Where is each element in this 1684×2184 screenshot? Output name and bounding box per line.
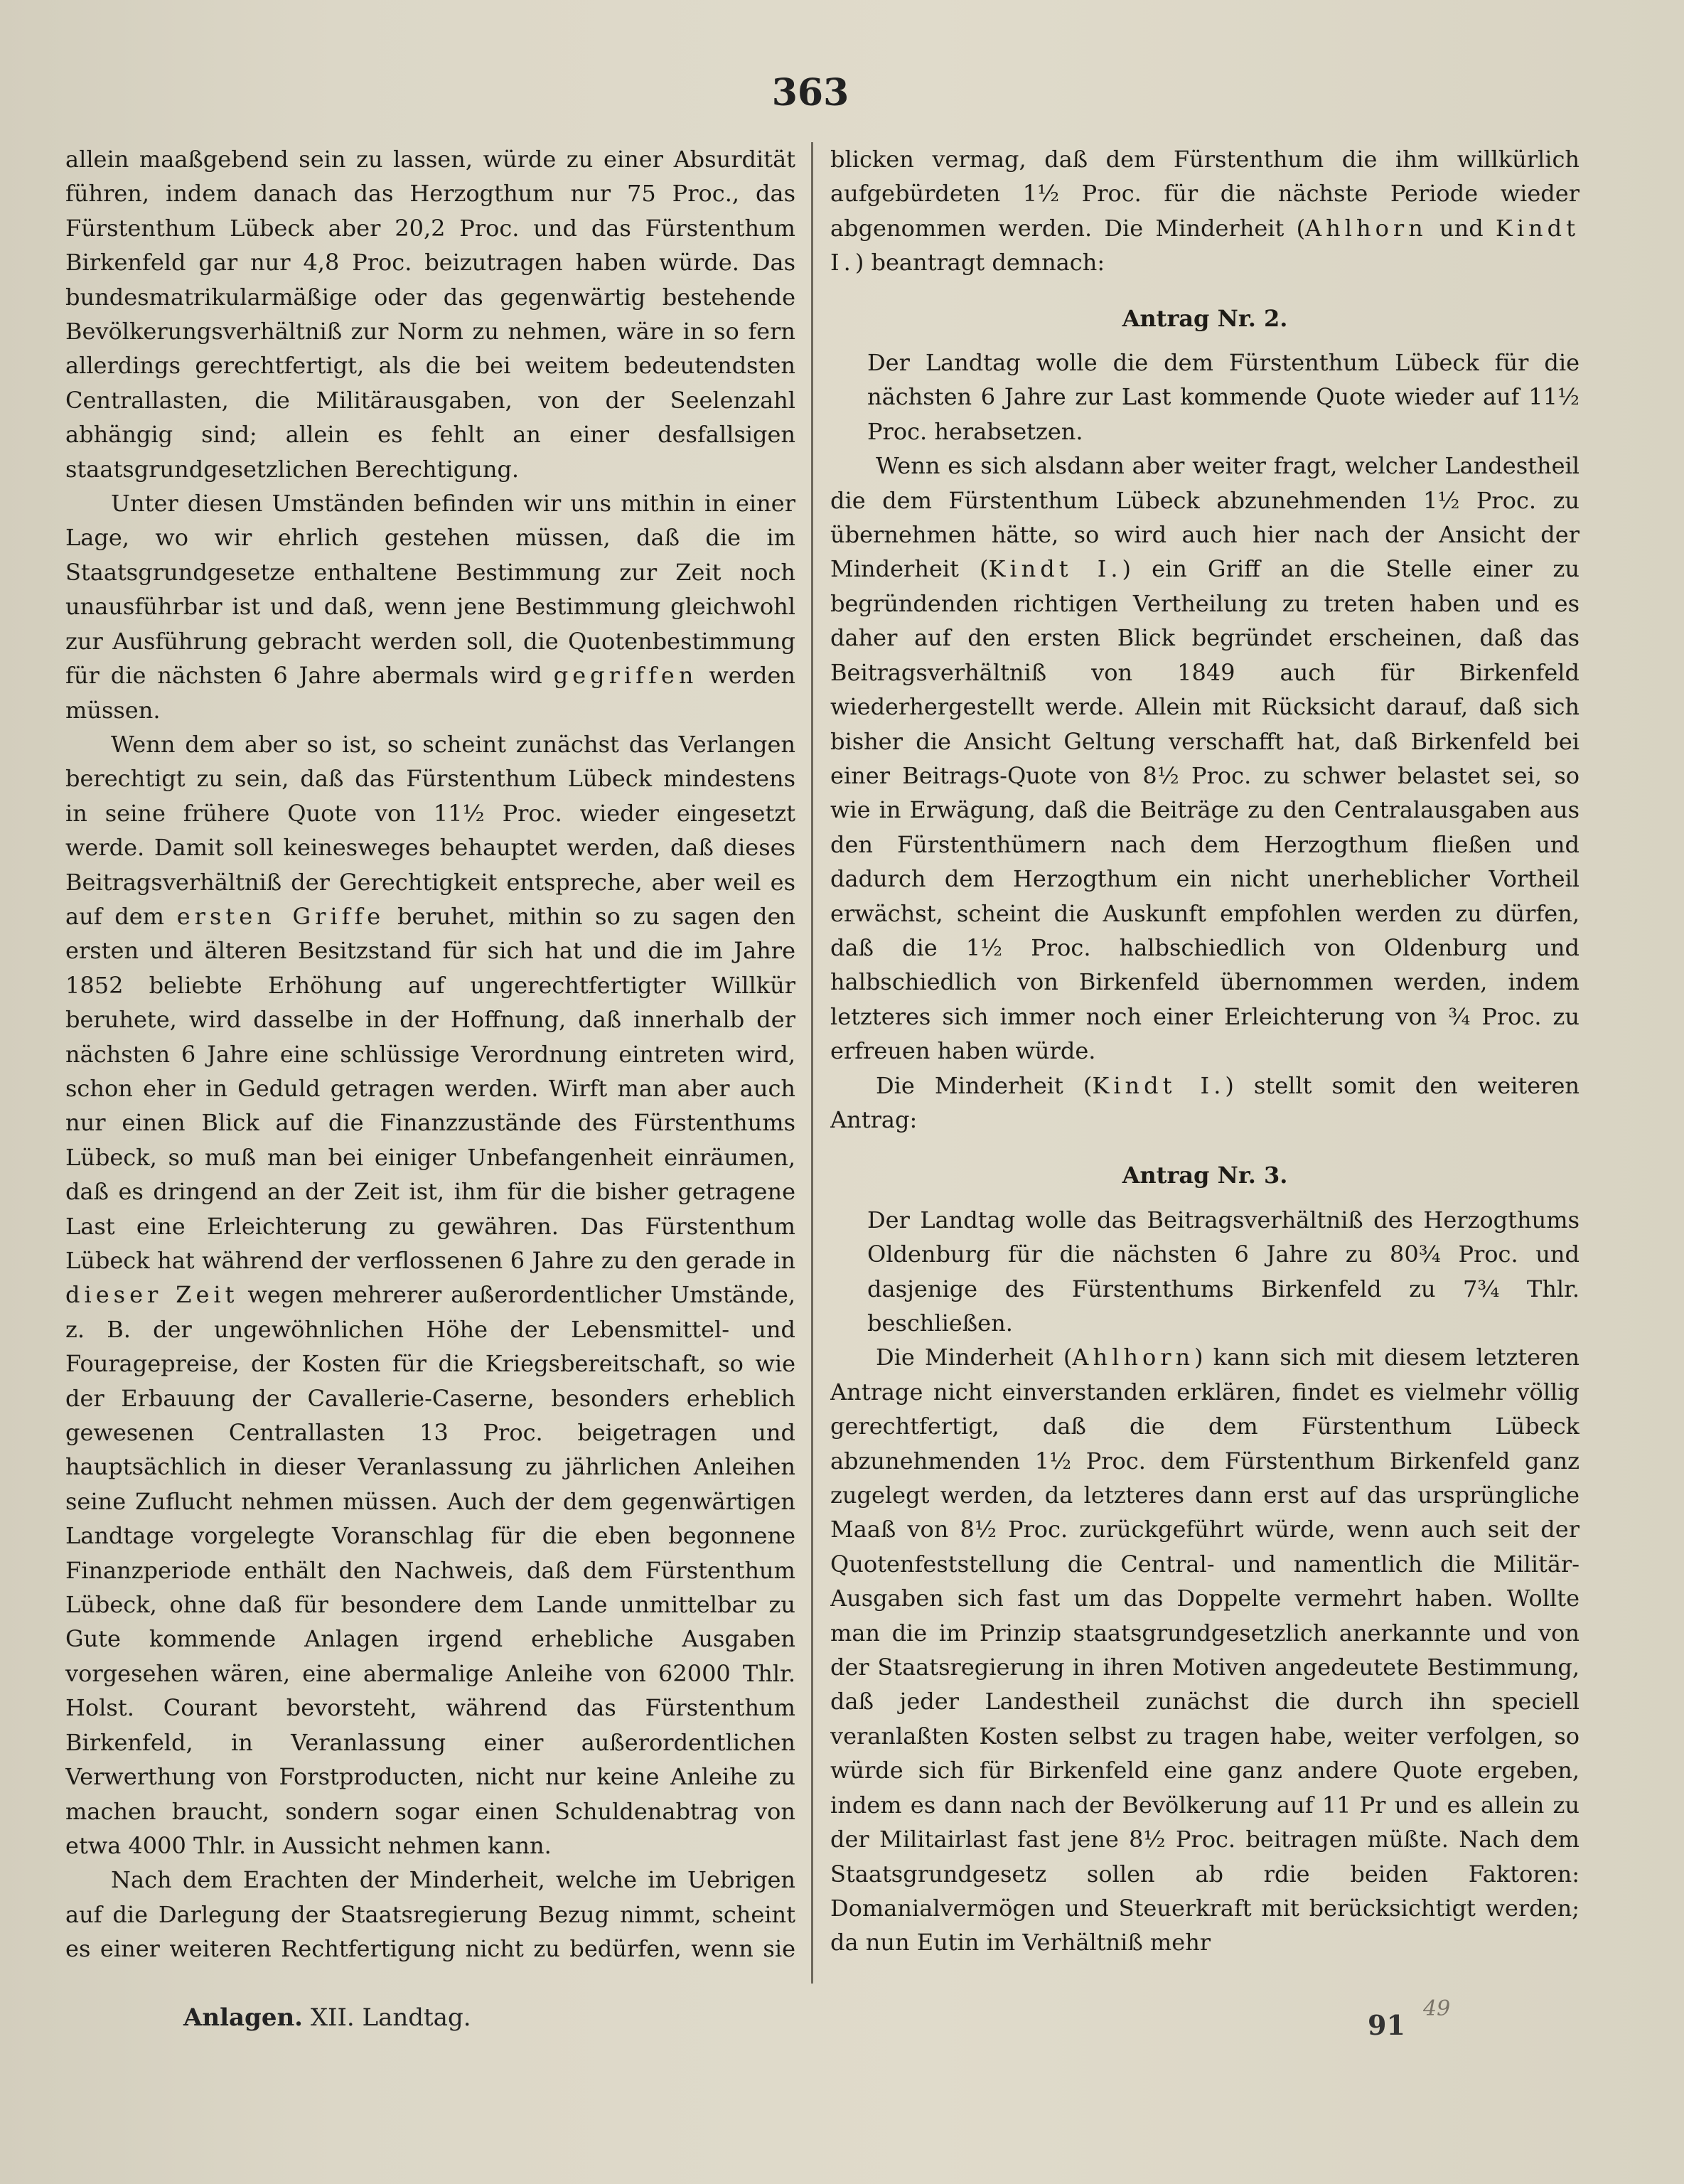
- paragraph: Die Minderheit (Kindt I.) stellt somit den weiteren Antrag:: [830, 1071, 1580, 1133]
- paragraph: Unter diesen Umständen befinden wir uns mithin in einer Lage, wo wir ehrlich gestehen müssen, daß die im Staatsgrundgesetze enthaltene Bestimmung zur Zeit noch unausführbar ist und daß, wenn jene Bestimmung gleichwohl zur Ausführung gebracht werden soll, die Quotenbestimmung für die nächsten 6 Jahre abermals wird gegriffen werden müssen.: [65, 490, 795, 724]
- motion-heading: Antrag Nr. 2.: [1122, 304, 1288, 332]
- signature-number: 91: [1368, 2009, 1405, 2041]
- spaced-emphasis: dieser Zeit: [65, 1281, 239, 1309]
- signature-line: Anlagen. XII. Landtag.: [183, 2003, 471, 2032]
- spaced-emphasis: ersten Griffe: [176, 902, 385, 930]
- right-column: [830, 142, 1580, 1962]
- motion-text: Der Landtag wolle das Beitragsverhältniß des Herzogthums Oldenburg für die nächsten 6 Jahre zu 80¾ Proc. und dasjenige des Fürstenthums Birkenfeld zu 7¾ Thlr. beschließen.: [867, 1206, 1580, 1337]
- pencil-annotation: 49: [1423, 1996, 1451, 2021]
- spaced-emphasis: gegriffen: [553, 662, 698, 690]
- motion-heading: Antrag Nr. 3.: [1122, 1162, 1288, 1189]
- paragraph: allein maaßgebend sein zu lassen, würde zu einer Absurdität führen, indem danach das Herzogthum nur 75 Proc., das Fürstenthum Lübeck aber 20,2 Proc. und das Fürstenthum Birkenfeld gar nur 4,8 Proc. beizutragen haben würde. Das bundesmatrikularmäßige oder das gegenwärtig bestehende Bevölkerungsverhältniß zur Norm zu nehmen, wäre in so fern allerdings gerechtfertigt, als die bei weitem bedeutendsten Centrallasten, die Militärausgaben, von der Seelenzahl abhängig sind; allein es fehlt an einer desfallsigen staatsgrundgesetzlichen Berechtigung.: [65, 146, 795, 483]
- paragraph: Nach dem Erachten der Minderheit, welche im Uebrigen auf die Darlegung der Staatsregierung Bezug nimmt, scheint es einer weiteren Rechtfertigung nicht zu bedürfen, wenn sie: [65, 1866, 795, 1962]
- column-divider: [811, 142, 813, 1984]
- paragraph: blicken vermag, daß dem Fürstenthum die ihm willkürlich aufgebürdeten 1½ Proc. für die nächste Periode wieder abgenommen werden. Die Minderheit (Ahlhorn und Kindt I.) beantragt demnach:: [830, 146, 1580, 277]
- paragraph: Die Minderheit (Ahlhorn) kann sich mit diesem letzteren Antrage nicht einverstanden erklären, findet es vielmehr völlig gerechtfertigt, daß die dem Fürstenthum Lübeck abzunehmenden 1½ Proc. dem Fürstenthum Birkenfeld ganz zugelegt werden, da letzteres dann erst auf das ursprüngliche Maaß von 8½ Proc. zurückgeführt würde, wenn auch seit der Quotenfeststellung die Central- und namentlich die Militär-Ausgaben sich fast um das Doppelte vermehrt haben. Wollte man die im Prinzip staatsgrundgesetzlich anerkannte und von der Staatsregierung in ihren Motiven angedeutete Bestimmung, daß jeder Landestheil zunächst die durch ihn speciell veranlaßten Kosten selbst zu tragen habe, weiter verfolgen, so würde sich für Birkenfeld eine ganz andere Quote ergeben, indem es dann nach der Bevölkerung auf 11 Pr und es allein zu der Militairlast fast jene 8½ Proc. beitragen müßte. Nach dem Staatsgrundgesetz sollen ab rdie beiden Faktoren: Domanialvermögen und Steuerkraft mit berücksichtigt werden; da nun Eutin im Verhältniß mehr: [830, 1344, 1580, 1956]
- motion-text: Der Landtag wolle die dem Fürstenthum Lübeck für die nächsten 6 Jahre zur Last kommende Quote wieder auf 11½ Proc. herabsetzen.: [867, 349, 1580, 445]
- left-column: [65, 142, 795, 1962]
- paragraph: Wenn dem aber so ist, so scheint zunächst das Verlangen berechtigt zu sein, daß das Fürstenthum Lübeck mindestens in seine frühere Quote von 11½ Proc. wieder eingesetzt werde. Damit soll keinesweges behauptet werden, daß dieses Beitragsverhältniß der Gerechtigkeit entspreche, aber weil es auf dem ersten Griffe beruhet, mithin so zu sagen den ersten und älteren Besitzstand für sich hat und die im Jahre 1852 beliebte Erhöhung auf ungerechtfertigter Willkür beruhete, wird dasselbe in der Hoffnung, daß innerhalb der nächsten 6 Jahre eine schlüssige Verordnung eintreten wird, schon eher in Geduld getragen werden. Wirft man aber auch nur einen Blick auf die Finanzzustände des Fürstenthums Lübeck, so muß man bei einiger Unbefangenheit einräumen, daß es dringend an der Zeit ist, ihm für die bisher getragene Last eine Erleichterung zu gewähren. Das Fürstenthum Lübeck hat während der verflossenen 6 Jahre zu den gerade in dieser Zeit wegen mehrerer außerordentlicher Umstände, z. B. der ungewöhnlichen Höhe der Lebensmittel- und Fouragepreise, der Kosten für die Kriegsbereitschaft, so wie der Erbauung der Cavallerie-Caserne, besonders erheblich gewesenen Centrallasten 13 Proc. beigetragen und hauptsächlich in dieser Veranlassung zu jährlichen Anleihen seine Zuflucht nehmen müssen. Auch der dem gegenwärtigen Landtage vorgelegte Voranschlag für die eben begonnene Finanzperiode enthält den Nachweis, daß dem Fürstenthum Lübeck, ohne daß für besondere dem Lande unmittelbar zu Gute kommende Anlagen irgend erhebliche Ausgaben vorgesehen wären, eine abermalige Anleihe von 62000 Thlr. Holst. Courant bevorsteht, während das Fürstenthum Birkenfeld, in Veranlassung einer außerordentlichen Verwerthung von Forstproducten, nicht nur keine Anleihe zu machen braucht, sondern sogar einen Schuldenabtrag von etwa 4000 Thlr. in Aussicht nehmen kann.: [65, 730, 795, 1859]
- page-number: 363: [771, 71, 849, 114]
- paragraph: Wenn es sich alsdann aber weiter fragt, welcher Landestheil die dem Fürstenthum Lübeck abzunehmenden 1½ Proc. zu übernehmen hätte, so wird auch hier nach der Ansicht der Minderheit (Kindt I.) ein Griff an die Stelle einer zu begründenden richtigen Vertheilung zu treten haben und es daher auf den ersten Blick begründet erscheinen, daß das Beitragsverhältniß von 1849 auch für Birkenfeld wiederhergestellt werde. Allein mit Rücksicht darauf, daß sich bisher die Ansicht Geltung verschafft hat, daß Birkenfeld bei einer Beitrags-Quote von 8½ Proc. zu schwer belastet sei, so wie in Erwägung, daß die Beiträge zu den Centralausgaben aus den Fürstenthümern nach dem Herzogthum fließen und dadurch dem Herzogthum ein nicht unerheblicher Vortheil erwächst, scheint die Auskunft empfohlen werden zu dürfen, daß die 1½ Proc. halbschiedlich von Oldenburg und halbschiedlich von Birkenfeld übernommen werden, indem letzteres sich immer noch einer Erleichterung von ¾ Proc. zu erfreuen haben würde.: [830, 452, 1580, 1065]
